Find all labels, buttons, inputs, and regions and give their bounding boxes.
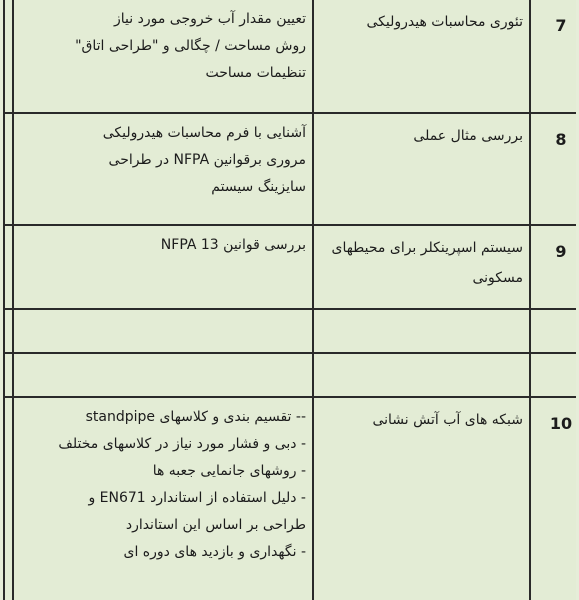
description-line: روش مساحت / چگالی و "طراحی اتاق" [75, 38, 306, 54]
session-number: 8 [555, 130, 567, 149]
topic-title: بررسی مثال عملی [413, 128, 523, 144]
topic-title [314, 354, 529, 361]
session-number-cell [530, 353, 576, 397]
table-row [4, 113, 576, 225]
session-number [531, 354, 576, 370]
description-cell [13, 225, 313, 309]
description-line: سایزینگ سیستم [211, 179, 306, 195]
topic-title: تئوری محاسبات هیدرولیکی [366, 14, 523, 30]
session-number-cell [530, 397, 576, 600]
description-line: تنظیمات مساحت [205, 65, 306, 81]
description-line: تعیین مقدار آب خروجی مورد نیاز [114, 11, 306, 27]
session-number-cell [530, 225, 576, 309]
syllabus-frame [3, 0, 576, 600]
topic-cell [313, 225, 530, 309]
description-line: - دلیل استفاده از استاندارد EN671 و [88, 490, 306, 506]
topic-cell [313, 353, 530, 397]
description-line: -- تقسیم بندی و کلاسهای standpipe [85, 409, 306, 425]
description-line: بررسی قوانین NFPA 13 [160, 237, 306, 253]
description-line: طراحی بر اساس این استاندارد [125, 517, 306, 533]
margin-cell [4, 0, 13, 113]
topic-cell [313, 113, 530, 225]
session-number: 9 [555, 242, 567, 261]
topic-cell [313, 397, 530, 600]
description-line: آشنایی با فرم محاسبات هیدرولیکی [102, 125, 306, 141]
description-cell [13, 309, 313, 353]
table-row-empty [4, 353, 576, 397]
margin-cell [4, 113, 13, 225]
description-line: - نگهداری و بازدید های دوره ای [123, 544, 306, 560]
description-cell [13, 113, 313, 225]
description-cell [13, 353, 313, 397]
session-number: 10 [549, 414, 573, 433]
margin-cell [4, 309, 13, 353]
table-row [4, 225, 576, 309]
session-number [531, 310, 576, 326]
table-row-empty [4, 309, 576, 353]
topic-cell [313, 0, 530, 113]
topic-cell [313, 309, 530, 353]
description-cell [13, 397, 313, 600]
session-number-cell [530, 113, 576, 225]
topic-title: سیستم اسپرینکلر برای محیطهای مسکونی [331, 240, 523, 286]
topic-title [314, 310, 529, 317]
table-row [4, 0, 576, 113]
course-syllabus-table [3, 0, 576, 600]
margin-cell [4, 353, 13, 397]
description-line: مروری برقوانین NFPA در طراحی [108, 152, 306, 168]
session-number-cell [530, 0, 576, 113]
topic-title: شبکه های آب آتش نشانی [372, 412, 523, 428]
description-line: - دبی و فشار مورد نیاز در کلاسهای مختلف [58, 436, 306, 452]
table-row [4, 397, 576, 600]
description-line: - روشهای جانمایی جعبه ها [152, 463, 306, 479]
description-cell [13, 0, 313, 113]
margin-cell [4, 397, 13, 600]
margin-cell [4, 225, 13, 309]
session-number-cell [530, 309, 576, 353]
session-number: 7 [555, 16, 567, 35]
